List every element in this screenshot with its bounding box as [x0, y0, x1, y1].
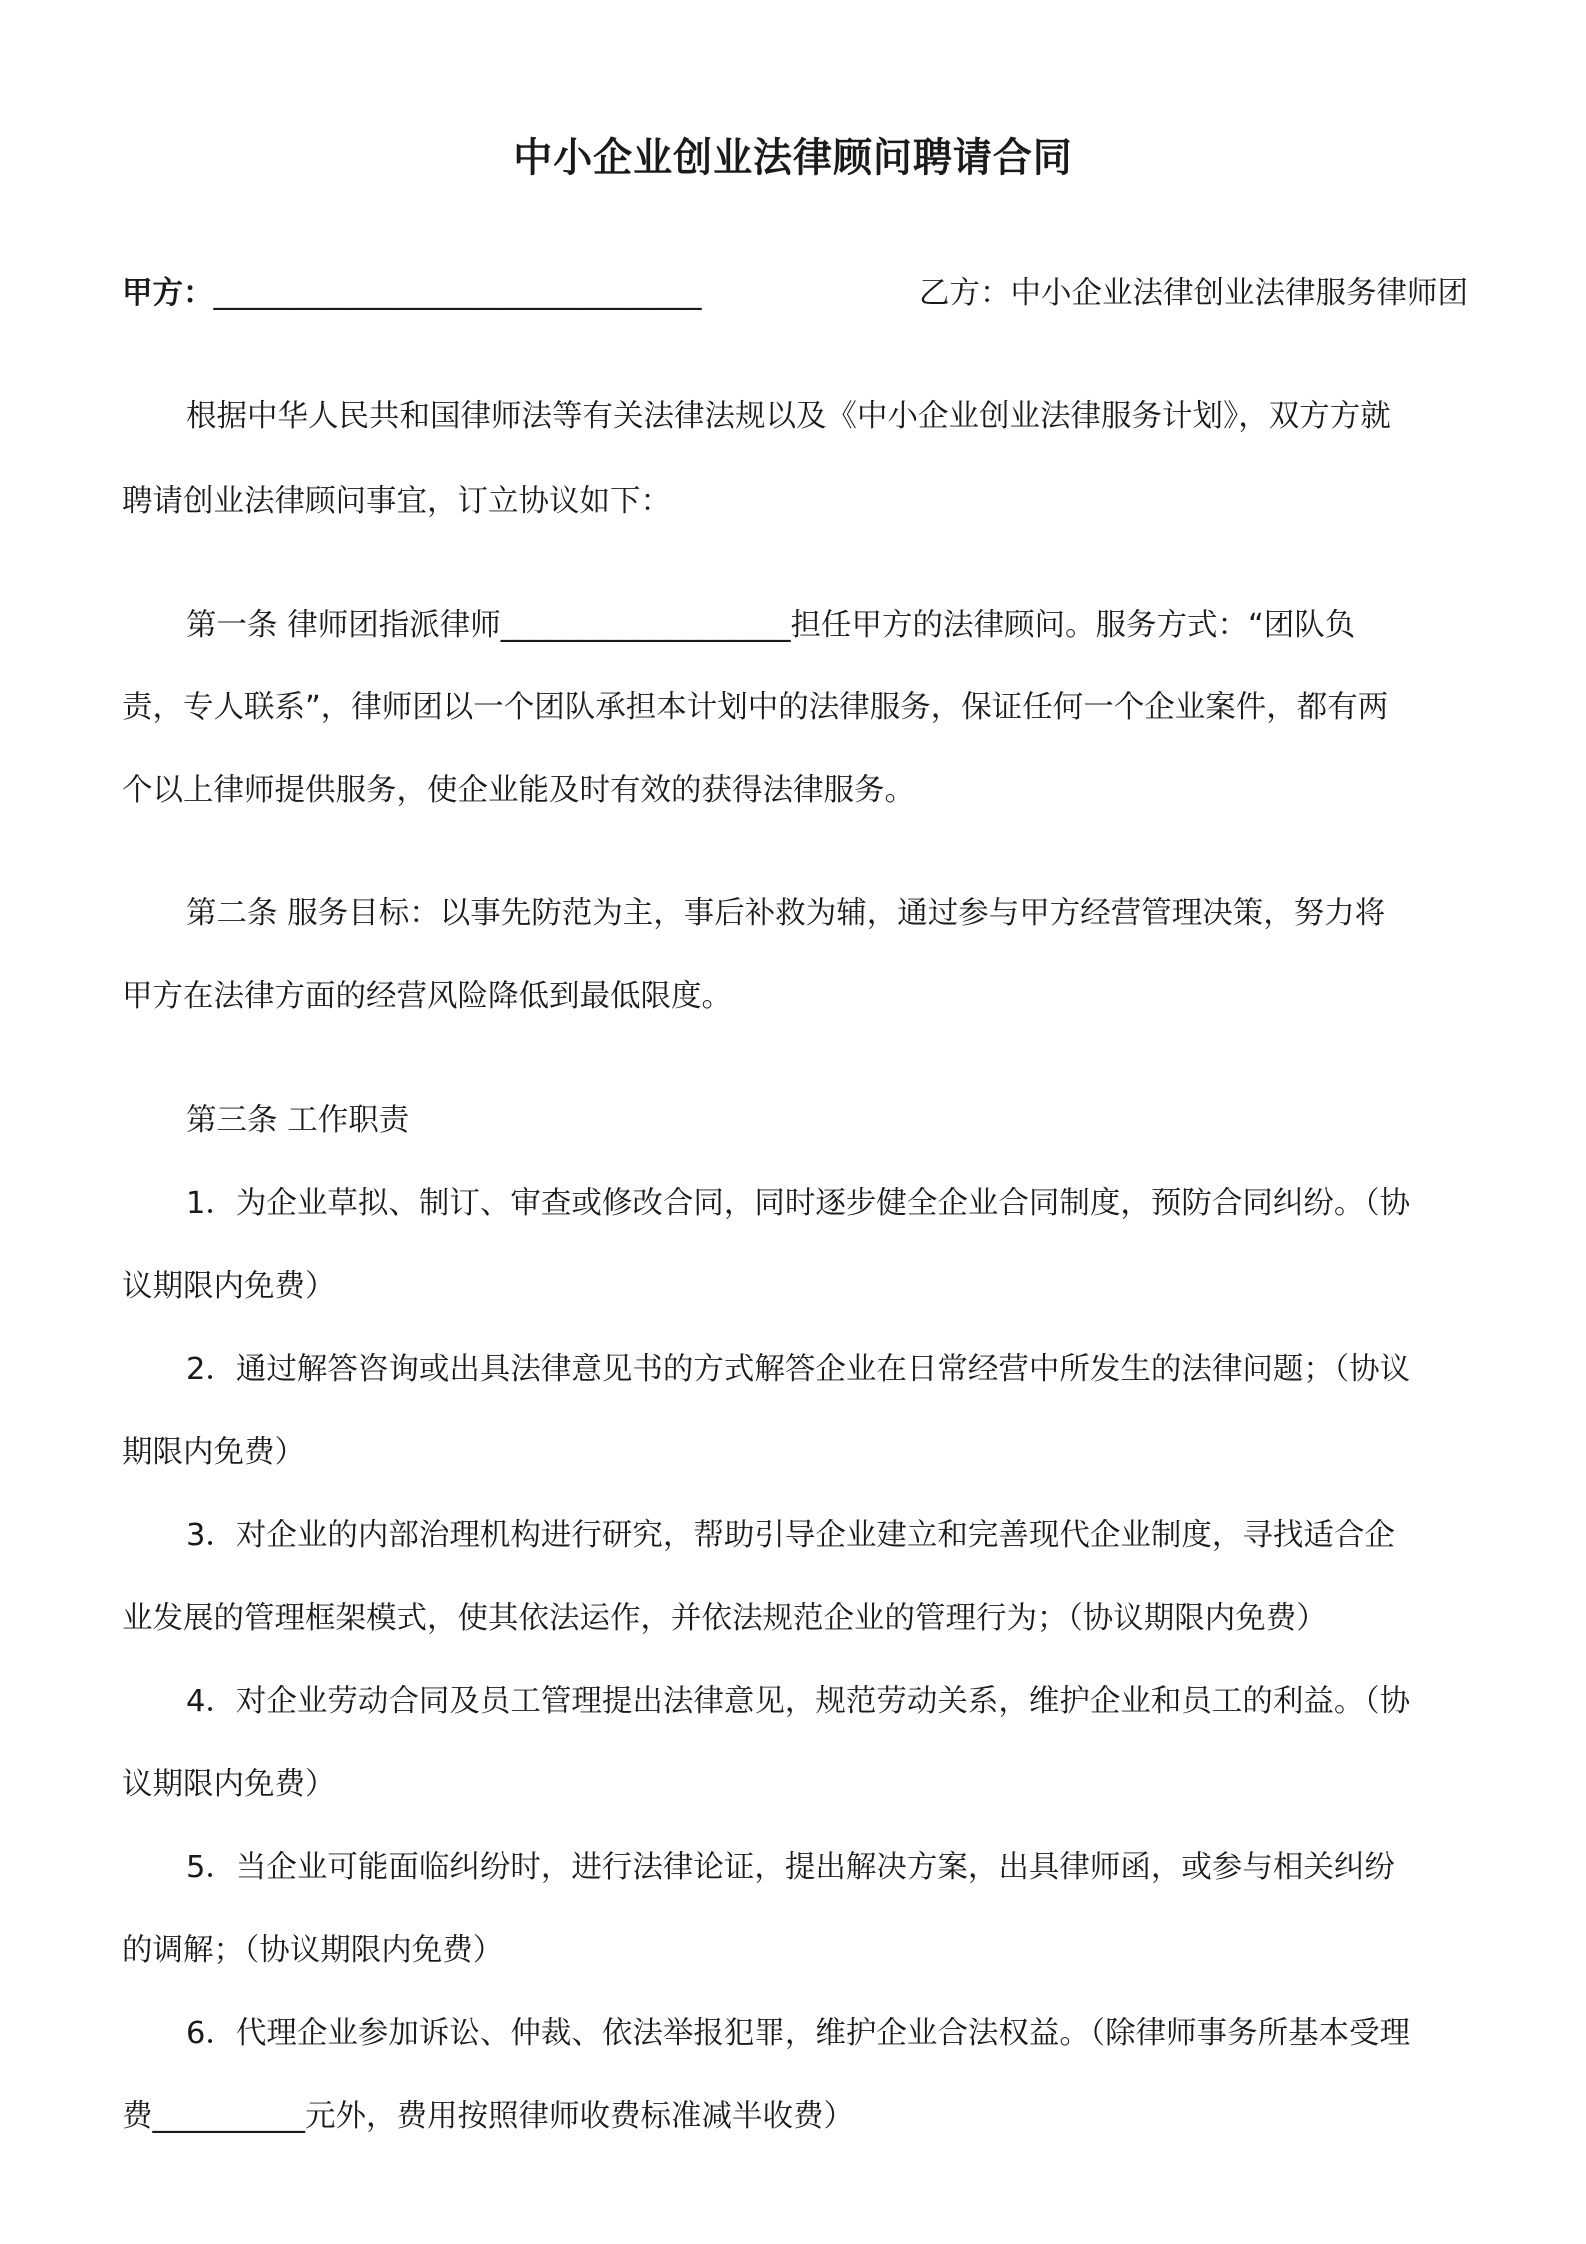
duty-item-4-text: 对企业劳动合同及员工管理提出法律意见，规范劳动关系，维护企业和员工的利益。（协 — [235, 1684, 1411, 1719]
party-b-line: 乙方：中小企业法律创业法律服务律师团 — [919, 276, 1468, 311]
duty-item-1-line-2: 议期限内免费） — [122, 1269, 336, 1304]
duty-item-2-line-1 — [186, 1348, 1410, 1392]
article-1-line-1: 第一条 律师团指派律师___________________担任甲方的法律顾问。服务方式：“团队负 — [186, 608, 1356, 643]
duty-item-3-number: 3． — [186, 1518, 236, 1553]
duty-item-1-line-1 — [186, 1182, 1410, 1226]
preamble-line-1: 根据中华人民共和国律师法等有关法律法规以及《中小企业创业法律服务计划》，双方方就 — [186, 399, 1391, 434]
duty-item-2-text: 通过解答咨询或出具法律意见书的方式解答企业在日常经营中所发生的法律问题；（协议 — [235, 1352, 1411, 1387]
duty-item-6-line-2: 费__________元外，费用按照律师收费标准减半收费） — [122, 2099, 854, 2134]
duty-item-2-number: 2． — [186, 1352, 236, 1387]
party-a-label: 甲方： — [122, 276, 214, 311]
document-title: 中小企业创业法律顾问聘请合同 — [513, 135, 1073, 181]
duty-item-6-text: 代理企业参加诉讼、仲裁、依法举报犯罪，维护企业合法权益。（除律师事务所基本受理 — [235, 2016, 1411, 2051]
duty-item-5-text: 当企业可能面临纠纷时，进行法律论证，提出解决方案，出具律师函，或参与相关纠纷 — [235, 1850, 1395, 1885]
duty-item-3-line-2: 业发展的管理框架模式，使其依法运作，并依法规范企业的管理行为；（协议期限内免费） — [122, 1601, 1327, 1636]
duty-item-1-text: 为企业草拟、制订、审查或修改合同，同时逐步健全企业合同制度，预防合同纠纷。（协 — [235, 1186, 1411, 1221]
duty-item-4-line-2: 议期限内免费） — [122, 1767, 336, 1802]
duty-item-4-line-1 — [186, 1680, 1410, 1724]
article-2-line-2: 甲方在法律方面的经营风险降低到最低限度。 — [122, 979, 732, 1014]
article-1-line-3: 个以上律师提供服务，使企业能及时有效的获得法律服务。 — [122, 773, 915, 808]
duty-item-2-line-2: 期限内免费） — [122, 1435, 305, 1470]
duty-item-6-line-1 — [186, 2012, 1410, 2056]
duty-item-5-line-1 — [186, 1846, 1395, 1890]
duty-item-3-line-1 — [186, 1514, 1395, 1558]
duty-item-5-number: 5． — [186, 1850, 236, 1885]
article-1-line-2: 责，专人联系”，律师团以一个团队承担本计划中的法律服务，保证任何一个企业案件，都有两 — [122, 690, 1389, 725]
duty-item-4-number: 4． — [186, 1684, 236, 1719]
duty-item-5-line-2: 的调解；（协议期限内免费） — [122, 1933, 504, 1968]
article-3-heading: 第三条 工作职责 — [186, 1103, 410, 1138]
duty-item-6-number: 6． — [186, 2016, 236, 2051]
party-a-line — [122, 272, 702, 316]
duty-item-3-text: 对企业的内部治理机构进行研究，帮助引导企业建立和完善现代企业制度，寻找适合企 — [235, 1518, 1395, 1553]
preamble-line-2: 聘请创业法律顾问事宜，订立协议如下： — [122, 484, 671, 519]
article-2-line-1: 第二条 服务目标：以事先防范为主，事后补救为辅，通过参与甲方经营管理决策，努力将 — [186, 896, 1386, 931]
party-a-blank: ________________________________ — [213, 276, 702, 311]
duty-item-1-number: 1． — [186, 1186, 236, 1221]
